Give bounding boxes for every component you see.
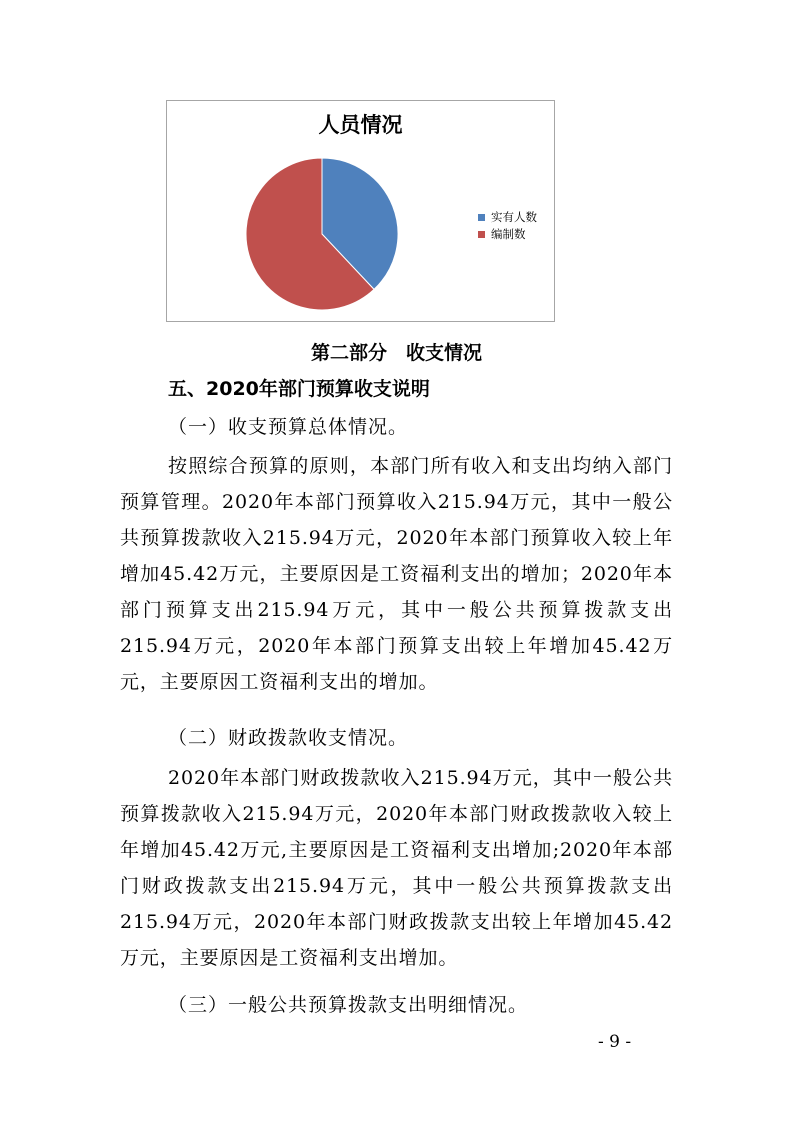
pie-chart-panel	[166, 100, 555, 322]
subhead-fiscal: （二）财政拨款收支情况。	[168, 727, 409, 749]
subhead-detail: （三）一般公共预算拨款支出明细情况。	[168, 994, 529, 1016]
chart-legend	[478, 209, 537, 243]
paragraph-overall: 按照综合预算的原则，本部门所有收入和支出均纳入部门预算管理。2020年本部门预算收入215.94万元，其中一般公共预算拨款收入215.94万元，2020年本部门预算收入较上年增加45.42万元，主要原因是工资福利支出的增加；2020年本部门预算支出215.94万元，其中一般公共预算拨款支出215.94万元，2020年本部门预算支出较上年增加45.42万元，主要原因工资福利支出的增加。	[120, 455, 673, 693]
legend-label-actual: 实有人数	[491, 210, 537, 224]
paragraph-fiscal: 2020年本部门财政拨款收入215.94万元，其中一般公共预算拨款收入215.94万元，2020年本部门财政拨款收入较上年增加45.42万元,主要原因是工资福利支出增加;2020年本部门财政拨款支出215.94万元，其中一般公共预算拨款支出215.94万元，2020年本部门财政拨款支出较上年增加45.42万元，主要原因是工资福利支出增加。	[120, 767, 673, 969]
legend-label-quota: 编制数	[491, 227, 526, 241]
legend-swatch-quota	[478, 231, 485, 238]
legend-swatch-actual	[478, 214, 485, 221]
legend-item-actual	[478, 209, 537, 226]
page-number-text: - 9 -	[598, 1032, 632, 1052]
section-heading: 五、2020年部门预算收支说明	[168, 378, 430, 400]
part-heading: 第二部分 收支情况	[310, 342, 482, 364]
subhead-overall: （一）收支预算总体情况。	[168, 416, 409, 438]
chart-title: 人员情况	[318, 113, 403, 137]
legend-item-quota	[478, 226, 537, 243]
pie-chart	[242, 154, 402, 314]
